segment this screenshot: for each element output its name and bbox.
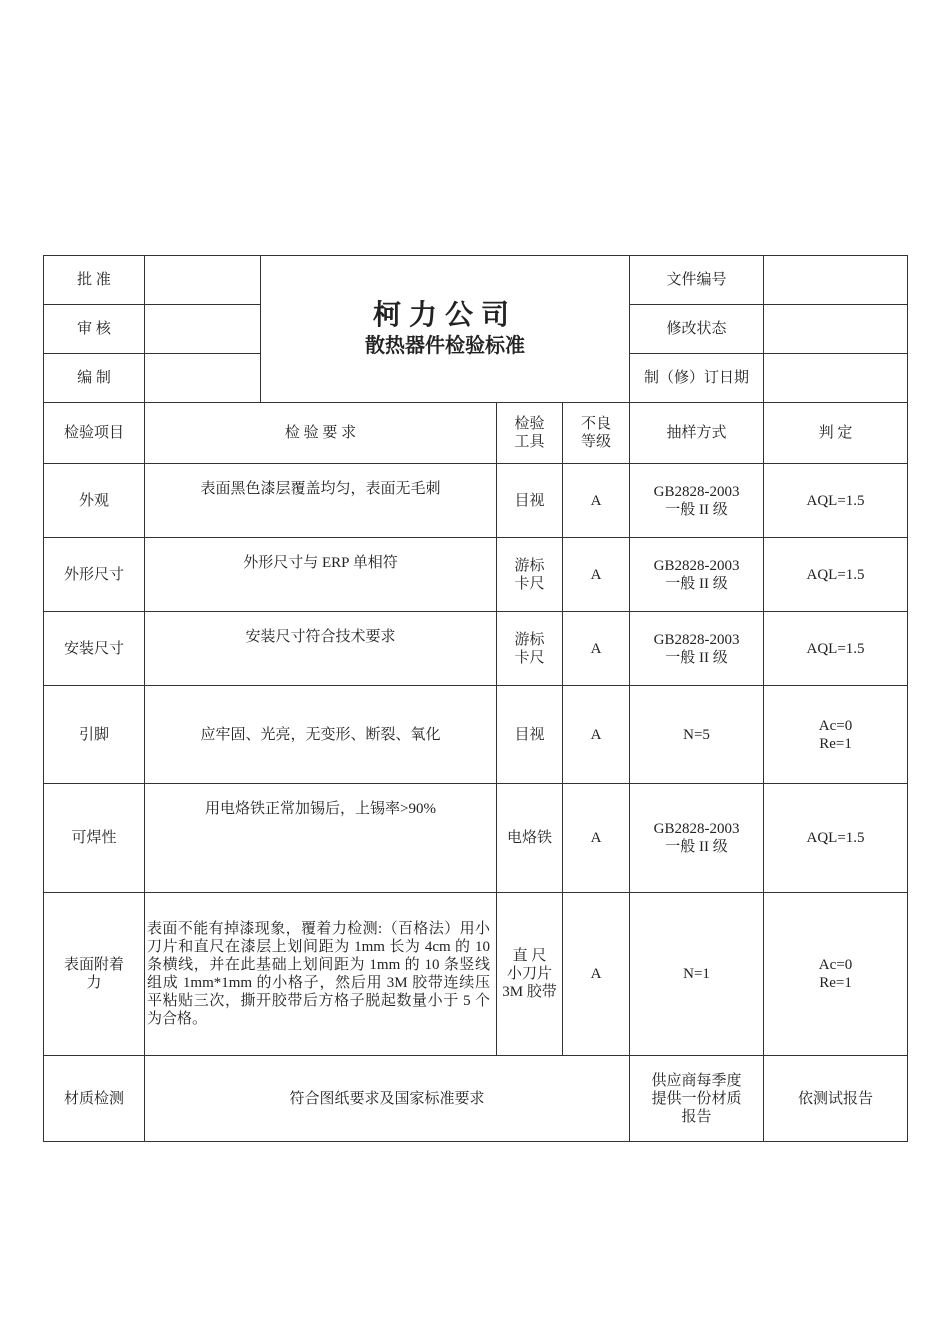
material-judgement: 依测试报告: [764, 1056, 908, 1142]
table-row: [44, 686, 908, 784]
date-value: [764, 354, 908, 403]
row-requirement: 外形尺寸与 ERP 单相符: [145, 538, 497, 612]
row-judgement: AQL=1.5: [764, 784, 908, 893]
row-item: 可焊性: [44, 784, 145, 893]
doc-no-label: 文件编号: [630, 256, 764, 305]
row-requirement: 表面不能有掉漆现象，覆着力检测:（百格法）用小刀片和直尺在漆层上划间距为 1mm 长为 4cm 的 10 条横线，并在此基础上划间距为 1mm 的 10 条竖线组成 1mm*1mm 的小格子，然后用 3M 胶带连续压平粘贴三次，撕开胶带后方格子脱起数量小于 5 个为合格。: [145, 893, 497, 1056]
row-sampling: N=1: [630, 893, 764, 1056]
row-tool: 目视: [497, 464, 563, 538]
row-sampling: [630, 784, 764, 893]
table-row: [44, 612, 908, 686]
approve-label: 批 准: [44, 256, 145, 305]
row-sampling: [630, 464, 764, 538]
row-judgement: [764, 686, 908, 784]
row-tool-text: 游标 卡尺: [514, 631, 545, 666]
row-grade: A: [563, 893, 630, 1056]
row-sampling-text: GB2828-2003 一般 II 级: [653, 631, 740, 666]
row-judgement: AQL=1.5: [764, 612, 908, 686]
row-item: 安装尺寸: [44, 612, 145, 686]
document-title: 散热器件检验标准: [365, 335, 526, 357]
row-item: 引脚: [44, 686, 145, 784]
col-judgement: 判 定: [764, 403, 908, 464]
row-tool-text: 游标 卡尺: [514, 557, 545, 592]
approve-value: [145, 256, 261, 305]
row-judgement: [764, 893, 908, 1056]
doc-no-value: [764, 256, 908, 305]
revision-label: 修改状态: [630, 305, 764, 354]
material-requirement: 符合图纸要求及国家标准要求: [145, 1056, 630, 1142]
col-item: 检验项目: [44, 403, 145, 464]
col-sampling: 抽样方式: [630, 403, 764, 464]
row-sampling-text: GB2828-2003 一般 II 级: [653, 483, 740, 518]
row-sampling: N=5: [630, 686, 764, 784]
row-judgement-text: Ac=0 Re=1: [818, 957, 853, 991]
table-row: [44, 784, 908, 893]
material-item: 材质检测: [44, 1056, 145, 1142]
row-tool: 电烙铁: [497, 784, 563, 893]
row-tool: [497, 538, 563, 612]
row-tool-text: 直 尺 小刀片 3M 胶带: [502, 948, 557, 1000]
row-sampling-text: GB2828-2003 一般 II 级: [653, 821, 740, 855]
row-sampling: [630, 538, 764, 612]
col-tool-label: 检验工具: [514, 416, 545, 450]
row-judgement-text: Ac=0 Re=1: [818, 717, 853, 752]
table-row: [44, 538, 908, 612]
prepare-label: 编 制: [44, 354, 145, 403]
row-grade: A: [563, 784, 630, 893]
review-value: [145, 305, 261, 354]
col-grade-label: 不良等级: [581, 416, 612, 450]
table-row: [44, 464, 908, 538]
revision-value: [764, 305, 908, 354]
col-grade: [563, 403, 630, 464]
row-requirement: 表面黑色漆层覆盖均匀，表面无毛刺: [145, 464, 497, 538]
row-sampling: [630, 612, 764, 686]
material-sampling-text: 供应商每季度 提供一份材质 报告: [651, 1072, 742, 1125]
col-requirement: 检 验 要 求: [145, 403, 497, 464]
prepare-value: [145, 354, 261, 403]
row-item: [44, 893, 145, 1056]
row-requirement: 安装尺寸符合技术要求: [145, 612, 497, 686]
table-row: [44, 893, 908, 1056]
column-header-row: [44, 403, 908, 464]
row-requirement: 应牢固、光亮，无变形、断裂、氧化: [145, 686, 497, 784]
row-sampling-text: GB2828-2003 一般 II 级: [653, 557, 740, 592]
review-label: 审 核: [44, 305, 145, 354]
row-grade: A: [563, 612, 630, 686]
row-grade: A: [563, 538, 630, 612]
row-item: 外观: [44, 464, 145, 538]
row-judgement: AQL=1.5: [764, 464, 908, 538]
row-requirement: 用电烙铁正常加锡后，上锡率>90%: [145, 784, 497, 893]
row-tool: [497, 893, 563, 1056]
company-name: 柯力公司: [373, 300, 518, 331]
row-item: 外形尺寸: [44, 538, 145, 612]
row-item-text: 表面附着 力: [63, 957, 124, 991]
row-grade: A: [563, 464, 630, 538]
col-tool: [497, 403, 563, 464]
material-sampling: [630, 1056, 764, 1142]
row-judgement: AQL=1.5: [764, 538, 908, 612]
date-label: 制（修）订日期: [630, 354, 764, 403]
row-grade: A: [563, 686, 630, 784]
document-title-block: [261, 256, 630, 403]
table-row: [44, 1056, 908, 1142]
row-tool: 目视: [497, 686, 563, 784]
inspection-standard-table: [43, 255, 908, 1142]
row-tool: [497, 612, 563, 686]
